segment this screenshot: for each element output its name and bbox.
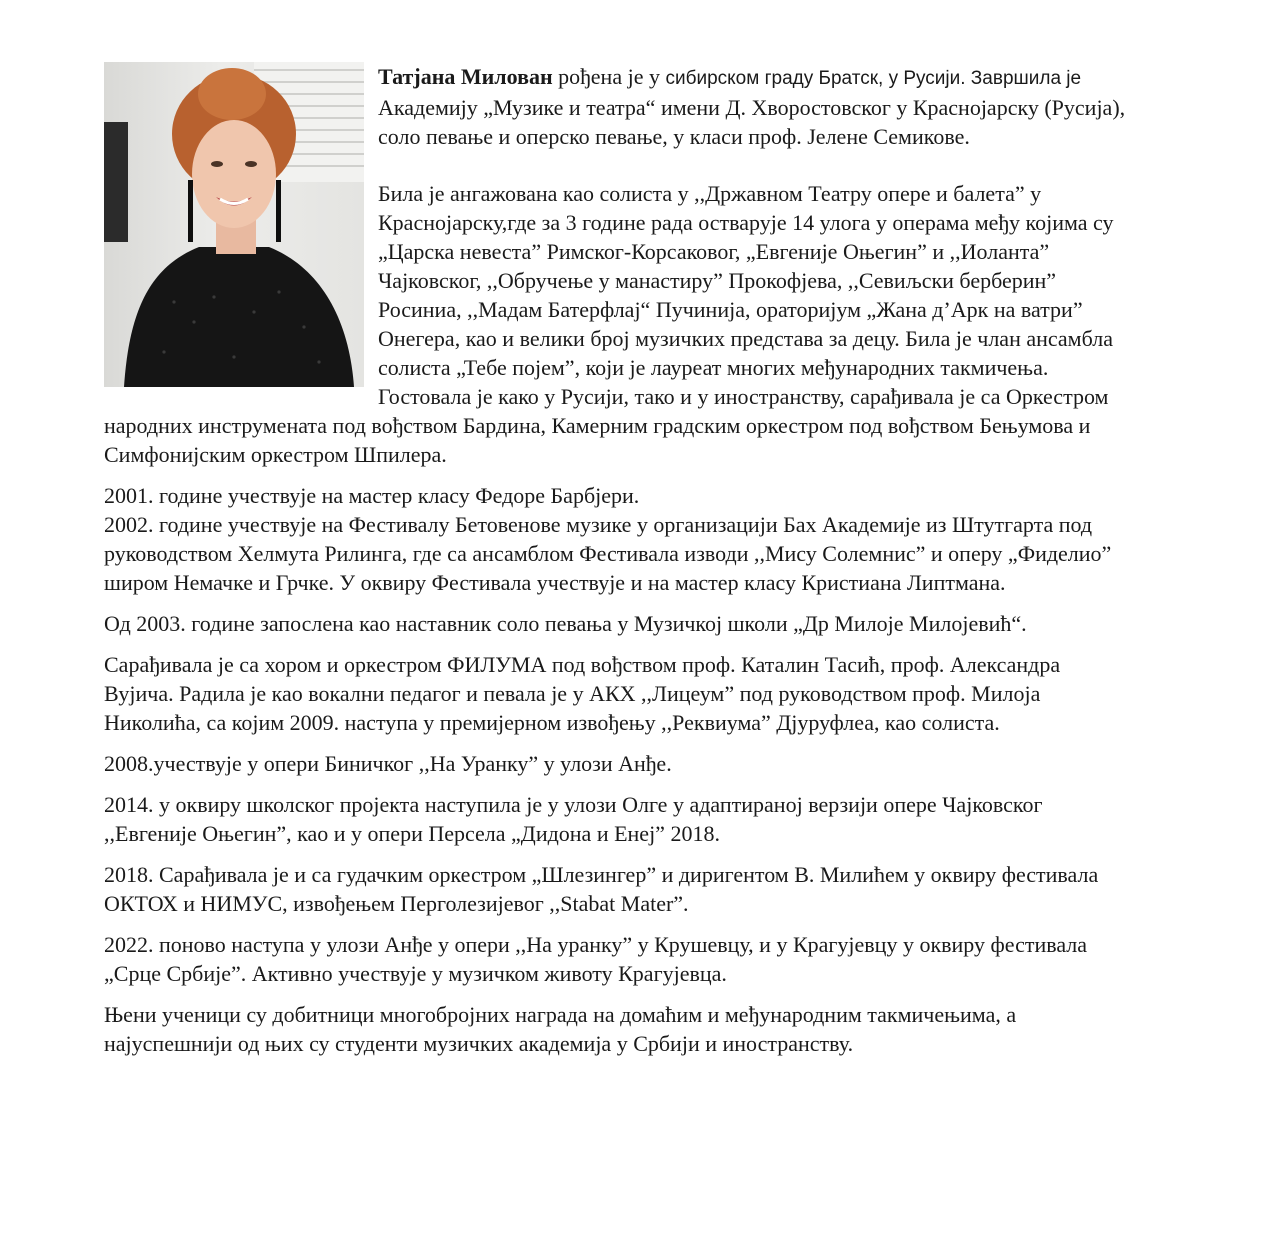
students-paragraph: Њени ученици су добитници многобројних награда на домаћим и међународним такмичењима, а најуспешнији од њих су студенти музичких академија у Србији и иностранству. xyxy=(104,1002,1017,1056)
festival-2002: 2002. године учествује на Фестивалу Бетовенове музике у организацији Бах Академије из Штутгарта под руководством Хелмута Рилинга, где са ансамблом Фестивала изводи ,,Мису Солемнис” и оперу „Фиделио” широм Немачке и Грчке. У оквиру Фестивала учествује и на мастер класу Кристиана Липтмана. xyxy=(104,512,1112,595)
engagement-paragraph: Била је ангажована као солиста у ,,Државном Театру опере и балета” у Краснојарску,где за 3 године рада остварује 14 улога у операма међу којима су „Царска невеста” Римског-Корсаковог, „Евгеније Оњегин” и ,,Иоланта” Чајковског, ,,Обручење у манастиру” Прокофјева, ,,Севиљски берберин” Росиниа, ,,Мадам Батерфлај“ Пучинија, ораторијум „Жана д’Арк на ватри” Онегера, као и велики број музичких представа за децу. Била је члан ансамбла солиста „Тебе појем”, који је лауреат многих међународних такмичења. Гостовала је како у Русији, тако и у иностранству, сарађивала је са Оркестром народних инструмената под вођством Бардина, Камерним градским оркестром под вођством Бењумова и Симфонијским оркестром Шпилера. xyxy=(104,181,1114,467)
employment-paragraph: Од 2003. године запослена као наставник соло певања у Музичкој школи „Др Милоје Милојевић“. xyxy=(104,611,1027,636)
opera-2008-paragraph: 2008.учествује у опери Биничког ,,На Уранку” у улози Анђе. xyxy=(104,751,672,776)
collaboration-paragraph: Сарађивала је са хором и оркестром ФИЛУМА под вођством проф. Каталин Тасић, проф. Александра Вујича. Радила је као вокални педагог и певала је у АКХ ,,Лицеум” под руководством проф. Милоја Николића, са којим 2009. наступа у премијерном извођењу ,,Реквиума” Дјуруфлеа, као солиста. xyxy=(104,652,1061,735)
intro-text-serif: рођена је у xyxy=(552,64,666,89)
document-page xyxy=(104,62,1134,1070)
intro-text-continued: Академију „Музике и театра“ имени Д. Хворостовског у Краснојарску (Русија), соло певање и оперско певање, у класи проф. Јелене Семикове. xyxy=(378,95,1126,149)
project-2014-paragraph: 2014. у оквиру школског пројекта наступила је у улози Олге у адаптираној верзији опере Чајковског ,,Евгеније Оњегин”, као и у опери Персела „Дидона и Енеј” 2018. xyxy=(104,792,1043,846)
portrait-photo xyxy=(104,62,364,387)
intro-text-sans: сибирском граду Братск, у Русији. Завршила је xyxy=(665,68,1082,89)
masterclass-2001: 2001. године учествује на мастер класу Федоре Барбјери. xyxy=(104,483,640,508)
subject-name: Татјана Милован xyxy=(378,64,553,89)
orchestra-2018-paragraph: 2018. Сарађивала је и са гудачким оркестром „Шлезингер” и диригентом В. Милићем у оквиру фестивала ОКТОХ и НИМУС, извођењем Перголезијевог ,,Stabat Mater”. xyxy=(104,862,1099,916)
performance-2022-paragraph: 2022. поново наступа у улози Анђе у опери ,,На уранку” у Крушевцу, и у Крагујевцу у оквиру фестивала „Срце Србије”. Активно учествује у музичком животу Крагујевца. xyxy=(104,932,1088,986)
